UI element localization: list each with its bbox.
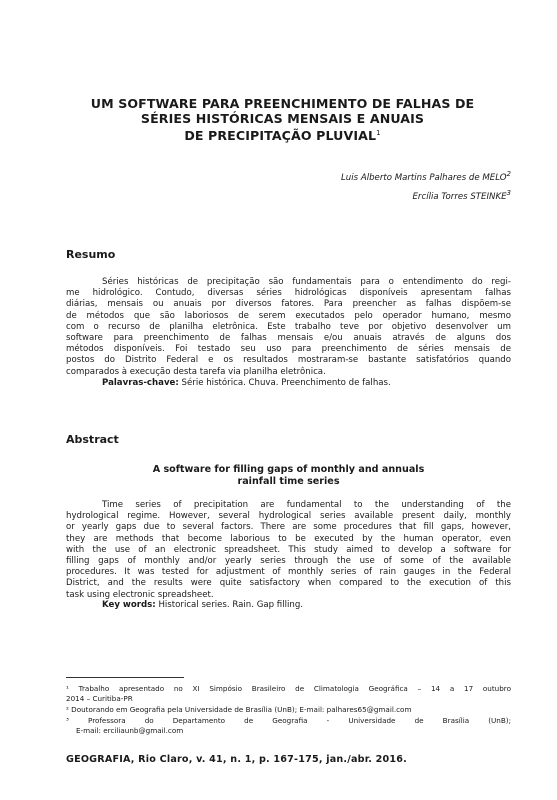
resumo-line: com o recurso de planilha eletrônica. Este trabalho teve por objetivo desenvolver um [66, 321, 511, 332]
footnote-3-cont: E-mail: erciliaunb@gmail.com [76, 726, 184, 735]
abstract-paragraph [66, 500, 511, 601]
footnote-3: ³ Professora do Departamento de Geografia - Universidade de Brasília (UnB); [66, 716, 511, 725]
resumo-line: de métodos que são laboriosos de serem executados pelo operador humano, mesmo [66, 310, 511, 321]
resumo-line: comparados à execução desta tarefa via planilha eletrônica. [66, 366, 326, 377]
title-line-3: DE PRECIPITAÇÃO PLUVIAL$^1$ [184, 128, 381, 144]
keywords-label: Palavras-chave: [102, 378, 179, 388]
abstract-line: filling gaps of monthly and/or yearly series through the use of some of the available [66, 556, 511, 567]
abstract-heading: Abstract [66, 433, 119, 446]
abstract-keywords: Key words: Historical series. Rain. Gap filling. [102, 600, 304, 610]
footnote-divider [66, 677, 184, 678]
resumo-line: postos do Distrito Federal e os resultados mostraram-se bastante satisfatórios quando [66, 355, 511, 366]
journal-citation: GEOGRAFIA, Rio Claro, v. 41, n. 1, p. 167-175, jan./abr. 2016. [66, 754, 408, 765]
english-title: A software for filling gaps of monthly and annuals rainfall time series [152, 464, 425, 487]
abstract-line: District, and the results were quite satisfactory when compared to the execution of this [66, 578, 511, 589]
title-line-1: UM SOFTWARE PARA PREENCHIMENTO DE FALHAS DE [90, 96, 475, 111]
keywords-label: Key words: [102, 600, 156, 610]
resumo-line: métodos disponíveis. Foi testado seu uso para preenchimento de séries mensais de [66, 344, 511, 355]
abstract-line: procedures. It was tested for adjustment of monthly series of rain gauges in the Federal [66, 567, 511, 578]
abstract-line: with the use of an electronic spreadsheet. This study aimed to develop a software for [66, 544, 511, 555]
footnote-2: ² Doutorando em Geografia pela Universidade de Brasília (UnB); E-mail: palhares65@gmail.com [66, 705, 412, 714]
footnote-1-cont: 2014 – Curitiba-PR [66, 694, 133, 703]
resumo-line: diárias, mensais ou anuais por diversos fatores. Para preencher as falhas dispõem-se [66, 299, 511, 310]
article-title [60, 96, 505, 143]
title-line-2: SÉRIES HISTÓRICAS MENSAIS E ANUAIS [140, 111, 425, 126]
abstract-line: Time series of precipitation are fundamental to the understanding of the [102, 500, 511, 510]
author-2: Ercília Torres STEINKE$^3$ [412, 189, 511, 202]
resumo-heading: Resumo [66, 248, 116, 261]
resumo-keywords: Palavras-chave: Série histórica. Chuva. Preenchimento de falhas. [102, 378, 391, 388]
resumo-line: software para preenchimento de falhas mensais e/ou anuais através de alguns dos [66, 333, 511, 344]
resumo-paragraph [66, 277, 511, 378]
title-footnote-mark: 1 [376, 129, 381, 137]
resumo-line: me hidrológico. Contudo, diversas séries hidrológicas disponíveis apresentam falhas [66, 288, 511, 299]
resumo-line: Séries históricas de precipitação são fundamentais para o entendimento do regi- [102, 277, 511, 287]
abstract-line: task using electronic spreadsheet. [66, 589, 214, 600]
author-1: Luis Alberto Martins Palhares de MELO$^2$ [340, 170, 511, 183]
abstract-line: hydrological regime. However, several hydrological series available present daily, monthly [66, 511, 511, 522]
abstract-line: or yearly gaps due to several factors. There are some procedures that fill gaps, however, [66, 522, 511, 533]
footnote-1: ¹ Trabalho apresentado no XI Simpósio Brasileiro de Climatologia Geográfica – 14 a 17 outubro [66, 684, 511, 693]
abstract-line: they are methods that become laborious to be executed by the human operator, even [66, 533, 511, 544]
